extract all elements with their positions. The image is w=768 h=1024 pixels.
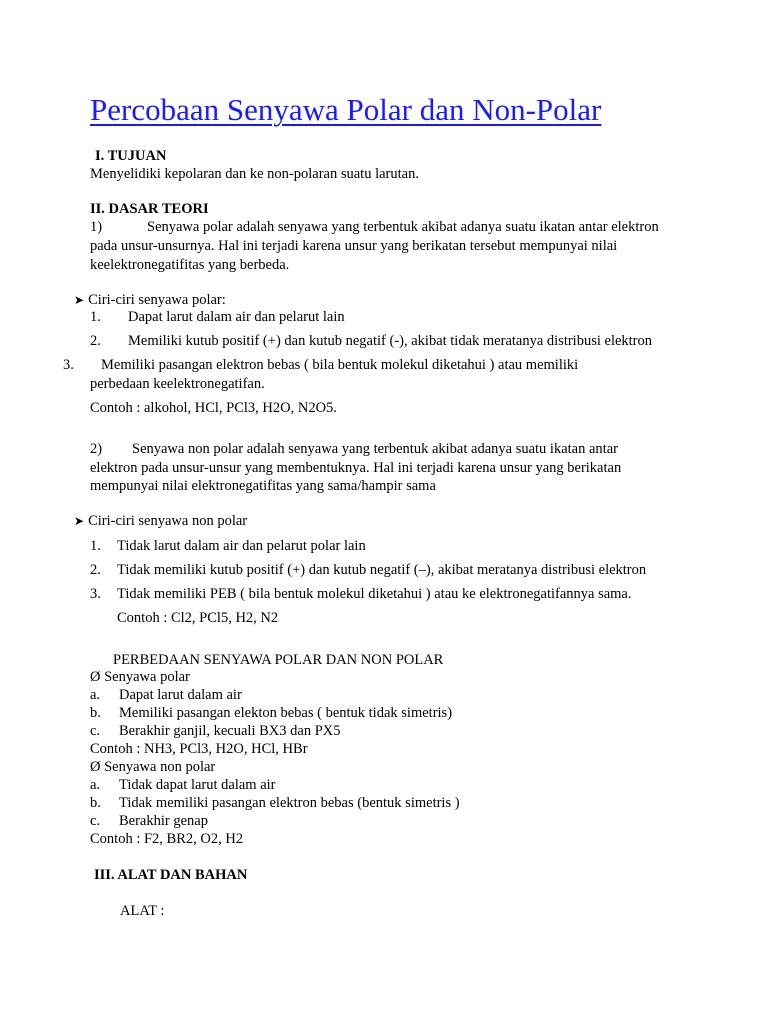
list-item: Tidak dapat larut dalam air [119, 777, 276, 793]
paragraph-number: 2) [90, 441, 103, 457]
contoh-polar: Contoh : alkohol, HCl, PCl3, H2O, N2O5. [90, 400, 337, 416]
list-item-number: 3. [90, 586, 101, 602]
paragraph-line: mempunyai nilai elektronegatifitas yang sama/hampir sama [90, 478, 436, 494]
list-item-number: 1. [90, 538, 101, 554]
list-heading-label: Ciri-ciri senyawa polar: [88, 292, 226, 308]
list-item-letter: c. [90, 723, 101, 739]
list-item-letter: b. [90, 795, 101, 811]
subsection-label-nonpolar: Ø Senyawa non polar [90, 759, 216, 775]
paragraph-line: elektron pada unsur-unsur yang membentuknya. Hal ini terjadi karena unsur yang berikatan [90, 460, 622, 476]
list-item: Memiliki pasangan elekton bebas ( bentuk tidak simetris) [119, 705, 453, 721]
paragraph-line: keelektronegatifitas yang berbeda. [90, 257, 290, 273]
contoh-nonpolar-perbedaan: Contoh : F2, BR2, O2, H2 [90, 831, 244, 847]
list-item-number: 3. [63, 357, 74, 373]
alat-label: ALAT : [120, 903, 165, 919]
section-heading-dasar-teori: II. DASAR TEORI [90, 201, 209, 217]
list-heading-nonpolar [74, 512, 247, 531]
arrow-bullet-icon: ➤ [74, 514, 85, 528]
tujuan-text: Menyelidiki kepolaran dan ke non-polaran suatu larutan. [90, 166, 419, 182]
contoh-polar-perbedaan: Contoh : NH3, PCl3, H2O, HCl, HBr [90, 741, 308, 757]
arrow-bullet-icon: ➤ [74, 293, 85, 307]
list-item-number: 2. [90, 562, 101, 578]
section-heading-alat-bahan: III. ALAT DAN BAHAN [94, 867, 248, 883]
section-heading-tujuan: I. TUJUAN [95, 148, 167, 164]
list-item-letter: a. [90, 687, 101, 703]
list-item: Berakhir ganjil, kecuali BX3 dan PX5 [119, 723, 341, 739]
paragraph-line: pada unsur-unsurnya. Hal ini terjadi karena unsur yang berikatan tersebut mempunyai nilai [90, 238, 618, 254]
list-item: Berakhir genap [119, 813, 208, 829]
list-item-letter: c. [90, 813, 101, 829]
list-item-letter: a. [90, 777, 101, 793]
list-item-continuation: perbedaan keelektronegatifan. [90, 376, 265, 392]
list-item-letter: b. [90, 705, 101, 721]
list-item: Memiliki pasangan elektron bebas ( bila bentuk molekul diketahui ) atau memiliki [101, 357, 579, 373]
list-item: Memiliki kutub positif (+) dan kutub negatif (-), akibat tidak meratanya distribusi elektron [128, 333, 653, 349]
list-item: Dapat larut dalam air dan pelarut lain [128, 309, 345, 325]
subsection-label-polar: Ø Senyawa polar [90, 669, 190, 685]
page-title: Percobaan Senyawa Polar dan Non-Polar [90, 92, 602, 127]
list-item: Tidak memiliki kutub positif (+) dan kutub negatif (–), akibat meratanya distribusi elektron [117, 562, 647, 578]
list-item-number: 2. [90, 333, 101, 349]
section-heading-perbedaan: PERBEDAAN SENYAWA POLAR DAN NON POLAR [113, 652, 444, 668]
list-item: Tidak larut dalam air dan pelarut polar lain [117, 538, 366, 554]
list-item-number: 1. [90, 309, 101, 325]
paragraph-number: 1) [90, 219, 103, 235]
paragraph-line: Senyawa non polar adalah senyawa yang terbentuk akibat adanya suatu ikatan antar [132, 441, 618, 457]
contoh-nonpolar: Contoh : Cl2, PCl5, H2, N2 [117, 610, 279, 626]
list-item: Dapat larut dalam air [119, 687, 242, 703]
list-heading-label: Ciri-ciri senyawa non polar [88, 513, 248, 529]
paragraph-line: Senyawa polar adalah senyawa yang terbentuk akibat adanya suatu ikatan antar elektron [147, 219, 659, 235]
list-item: Tidak memiliki pasangan elektron bebas (bentuk simetris ) [119, 795, 460, 811]
list-item: Tidak memiliki PEB ( bila bentuk molekul diketahui ) atau ke elektronegatifannya sama. [117, 586, 632, 602]
